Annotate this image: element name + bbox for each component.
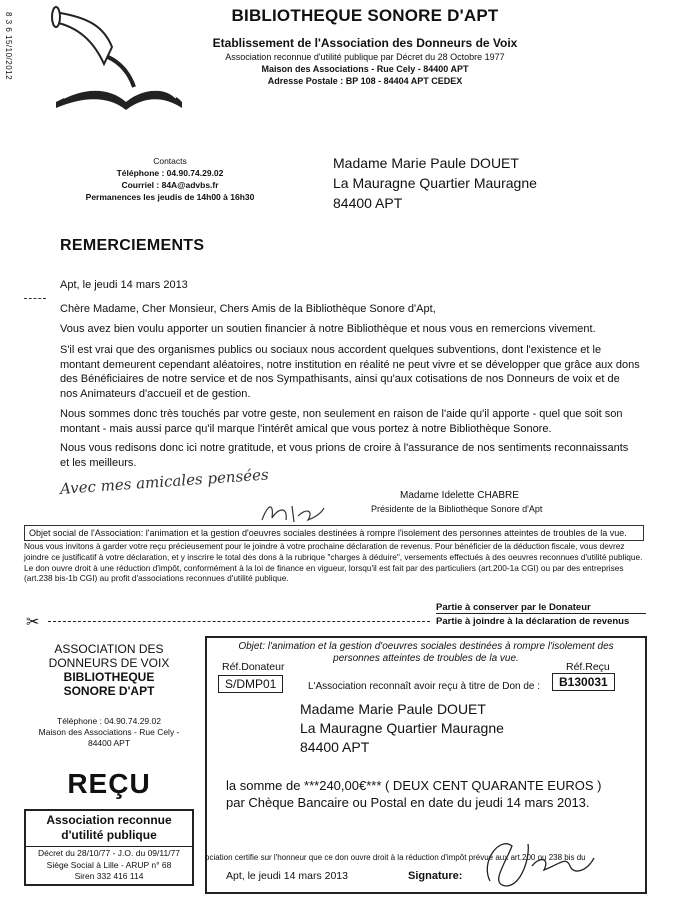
receipt-recipient-name: Madame Marie Paule DOUET xyxy=(300,701,486,717)
library-title: BIBLIOTHEQUE SONORE D'APT xyxy=(231,6,499,25)
header-line-3: Adresse Postale : BP 108 - 84404 APT CEDEX xyxy=(267,76,463,86)
keep-part-label: Partie à conserver par le Donateur xyxy=(436,602,591,613)
payment-method: par Chèque Bancaire ou Postal en date du jeudi 14 mars 2013. xyxy=(226,795,590,810)
recipient-street: La Mauragne Quartier Mauragne xyxy=(333,175,537,191)
library-subtitle: Etablissement de l'Association des Donneurs de Voix xyxy=(212,36,518,50)
receipt-title: REÇU xyxy=(67,768,151,799)
recognition-line-1: Association reconnue xyxy=(46,813,172,827)
recognition-line-2: d'utilité publique xyxy=(61,828,157,842)
siren-text: Siren 332 416 114 xyxy=(74,871,144,881)
recipient-name: Madame Marie Paule DOUET xyxy=(333,155,519,171)
letter-date: Apt, le jeudi 14 mars 2013 xyxy=(60,279,188,291)
stub-address-2: 84400 APT xyxy=(87,738,131,748)
letter-heading: REMERCIEMENTS xyxy=(60,237,205,254)
gramophone-book-logo xyxy=(34,2,184,122)
stub-org-line-4: SONORE D'APT xyxy=(63,684,155,698)
stub-phone: Téléphone : 04.90.74.29.02 xyxy=(57,716,161,726)
stub-org-line-1: ASSOCIATION DES xyxy=(54,642,164,656)
contacts-email: Courriel : 84A@advbs.fr xyxy=(121,180,219,190)
receipt-recipient-street: La Mauragne Quartier Mauragne xyxy=(300,720,504,736)
letter-paragraph-2: S'il est vrai que des organismes publics ou sociaux nous accordent quelques subventions, dont l'existence et le montant demeurent cependant aléatoires, notre institution en réalité ne peut vivre et se développer que grâce aux dons des Bénéficiaires de notre service et de nos Sympathisants, ainsi qu'aux cotisations de nos Donneurs de voix et de nos Animateurs d'accueil et de gestion. xyxy=(60,344,640,400)
signer-title: Présidente de la Bibliothèque Sonore d'Apt xyxy=(371,504,543,514)
receipt-purpose-line-1: Objet: l'animation et la gestion d'oeuvres sociales destinées à rompre l'isolement des xyxy=(238,641,614,652)
recipient-city: 84400 APT xyxy=(333,195,403,211)
header-line-1: Association reconnue d'utilité publique par Décret du 28 Octobre 1977 xyxy=(225,52,505,62)
stub-address-1: Maison des Associations - Rue Cely - xyxy=(38,727,180,737)
siege-text: Siège Social à Lille - ARUP n° 68 xyxy=(46,860,172,870)
signer-name: Madame Idelette CHABRE xyxy=(400,490,519,501)
letter-salutation: Chère Madame, Cher Monsieur, Chers Amis de la Bibliothèque Sonore d'Apt, xyxy=(60,303,436,315)
attach-part-label: Partie à joindre à la déclaration de revenus xyxy=(436,616,630,627)
scissors-icon: ✂ xyxy=(26,614,40,631)
signature-label: Signature: xyxy=(408,870,463,882)
receipt-date: Apt, le jeudi 14 mars 2013 xyxy=(226,870,348,882)
receipt-ref-value: B130031 xyxy=(552,673,615,691)
stub-contact xyxy=(24,716,194,749)
donor-ref-value: S/DMP01 xyxy=(218,675,283,693)
letter-paragraph-4: Nous vous redisons donc ici notre gratitude, et vous prions de croire à l'assurance de nos sentiments reconnaissants et les meilleurs. xyxy=(60,442,629,469)
receipt-signature xyxy=(470,826,620,892)
decree-text: Décret du 28/10/77 - J.O. du 09/11/77 xyxy=(26,846,192,860)
certification-text: ociation certifie sur l'honneur que ce don ouvre droit à la réduction d'impôt prévue aux art.200 ou 238 bis du xyxy=(205,853,586,862)
social-purpose-banner: Objet social de l'Association: l'animation et la gestion d'oeuvres sociales destinées à rompre l'isolement des personnes atteintes de troubles de la vue. xyxy=(24,525,644,541)
receipt-recipient-city: 84400 APT xyxy=(300,739,370,755)
receipt-purpose-line-2: personnes atteintes de troubles de la vue. xyxy=(333,653,519,664)
separator xyxy=(436,613,646,614)
header-line-2: Maison des Associations - Rue Cely - 84400 APT xyxy=(261,64,469,74)
receipt-ref-label: Réf.Reçu xyxy=(566,661,610,673)
donation-acknowledgement: L'Association reconnaît avoir reçu à titre de Don de : xyxy=(308,681,541,692)
letter-paragraph-1: Vous avez bien voulu apporter un soutien financier à notre Bibliothèque et nous vous en remercions vivement. xyxy=(60,323,596,335)
stub-org-line-3: BIBLIOTHEQUE xyxy=(63,670,155,684)
tax-deduction-note: Nous vous invitons à garder votre reçu précieusement pour le joindre à votre prochaine déclaration de revenus. Pour bénéficier de la déduction fiscale, vous devrez joindre ce justificatif à votre déclaration, et y inscrire le total des dons à la rubrique "charges à déduire", versements effectués à des oeuvres reconnues d'utilité publique. Le don ouvre droit à une réduction d'impôt, conformément à la loi de finance en vigueur, lorsqu'il est fait par des particuliers (art.200-1a CGI) ou par des entreprises (art.238 bis-1b CGI) au profit d'associations reconnues d'utilité publique. xyxy=(24,541,643,584)
donor-ref-label: Réf.Donateur xyxy=(222,661,285,673)
contacts-phone: Téléphone : 04.90.74.29.02 xyxy=(116,168,224,178)
stub-org-line-2: DONNEURS DE VOIX xyxy=(48,656,170,670)
stub-org-name xyxy=(24,642,194,698)
contacts-hours: Permanences les jeudis de 14h00 à 16h30 xyxy=(85,192,255,202)
handwritten-note: Avec mes amicales pensées xyxy=(59,465,270,498)
fold-mark xyxy=(24,298,46,299)
letter-paragraph-3: Nous sommes donc très touchés par votre geste, non seulement en raison de l'aide qu'il apporte - quel que soit son montant - mais aussi parce qu'il marque l'intérêt amical que vous portez à notre Bibliothèque Sonore. xyxy=(60,408,623,435)
contacts-title: Contacts xyxy=(153,156,187,166)
donation-amount: la somme de ***240,00€*** ( DEUX CENT QUARANTE EUROS ) xyxy=(226,778,602,793)
president-signature xyxy=(258,498,328,526)
recognition-box xyxy=(24,809,194,886)
cut-line xyxy=(48,621,430,622)
side-reference: 8 3 6 15/10/2012 xyxy=(4,12,13,81)
